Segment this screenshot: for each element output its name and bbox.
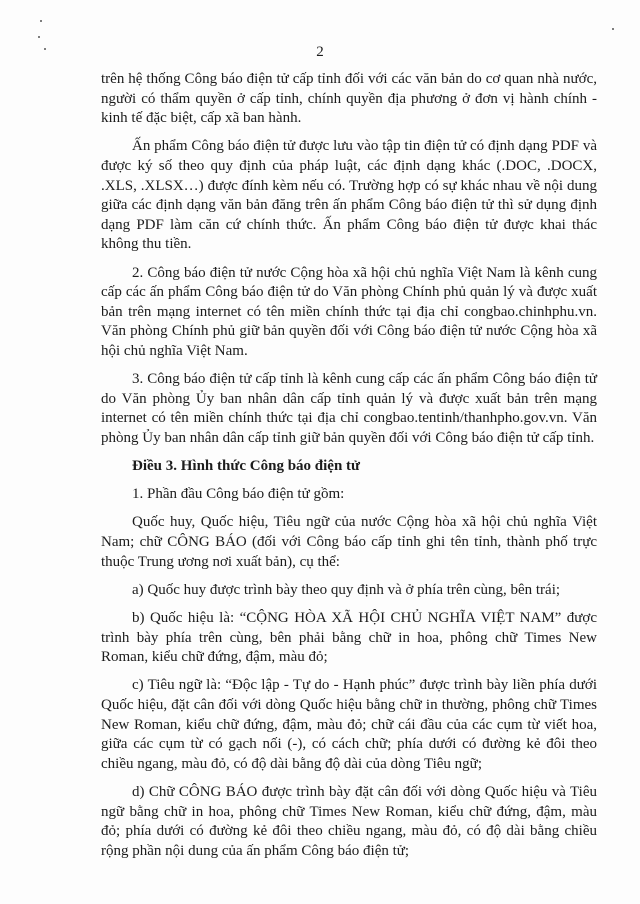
paragraph-pdf-format: Ấn phẩm Công báo điện tử được lưu vào tập tin điện tử có định dạng PDF và được ký số theo quy định của pháp luật, các định dạng khác (.DOC, .DOCX, .XLS, .XLSX…) được đính kèm nếu có. Trường hợp có sự khác nhau về nội dung giữa các định dạng văn bản đăng trên ấn phẩm Công báo điện tử thì sử dụng định dạng PDF làm căn cứ chính thức. Ấn phẩm Công báo điện tử được khai thác không thu tiền. — [101, 138, 597, 253]
document-body — [101, 70, 597, 870]
scan-speck — [612, 28, 614, 30]
point-d: d) Chữ CÔNG BÁO được trình bày đặt cân đối với dòng Quốc hiệu và Tiêu ngữ bằng chữ in hoa, phông chữ Times New Roman, kiểu chữ đứng, đậm, màu đỏ; phía dưới có đường kẻ đôi theo chiều ngang, màu đỏ, có độ dài bằng chiều rộng phần nội dung của ấn phẩm Công báo điện tử; — [101, 783, 597, 859]
point-b: b) Quốc hiệu là: “CỘNG HÒA XÃ HỘI CHỦ NGHĨA VIỆT NAM” được trình bày phía trên cùng, bên phải bằng chữ in hoa, phông chữ Times New Roman, kiểu chữ đứng, đậm, màu đỏ; — [101, 610, 597, 666]
scan-speck — [38, 36, 40, 38]
paragraph-national-gazette: 2. Công báo điện tử nước Cộng hòa xã hội chủ nghĩa Việt Nam là kênh cung cấp các ấn phẩm Công báo điện tử do Văn phòng Chính phủ quản lý và được xuất bản trên mạng internet có tên miền chính thức tại địa chỉ congbao.chinhphu.vn. Văn phòng Chính phủ giữ bản quyền đối với Công báo điện tử nước Cộng hòa xã hội chủ nghĩa Việt Nam. — [101, 264, 597, 359]
article-3-heading: Điều 3. Hình thức Công báo điện tử — [132, 458, 361, 475]
point-c: c) Tiêu ngữ là: “Độc lập - Tự do - Hạnh phúc” được trình bày liền phía dưới Quốc hiệu, đặt cân đối với dòng Quốc hiệu bằng chữ in thường, phông chữ Times New Roman, kiểu chữ đứng, đậm, màu đỏ; chữ cái đầu của các cụm từ viết hoa, giữa các cụm từ có gạch nối (-), có cách chữ; phía dưới có đường kẻ đôi theo chiều ngang, màu đỏ, có độ dài bằng độ dài của dòng Tiêu ngữ; — [101, 677, 597, 772]
clause-1: 1. Phần đầu Công báo điện tử gồm: — [132, 486, 345, 503]
scan-speck — [40, 20, 42, 22]
point-a: a) Quốc huy được trình bày theo quy định và ở phía trên cùng, bên trái; — [132, 581, 561, 598]
page-number: 2 — [316, 44, 324, 60]
paragraph-continuation: trên hệ thống Công báo điện tử cấp tỉnh đối với các văn bản do cơ quan nhà nước, người có thẩm quyền ở cấp tỉnh, chính quyền địa phương ở đơn vị hành chính - kinh tế đặc biệt, cấp xã ban hành. — [101, 71, 597, 127]
paragraph-provincial-gazette: 3. Công báo điện tử cấp tỉnh là kênh cung cấp các ấn phẩm Công báo điện tử do Văn phòng Ủy ban nhân dân cấp tỉnh quản lý và được xuất bản trên mạng internet có tên miền chính thức tại địa chỉ congbao.tentinh/thanhpho.gov.vn. Văn phòng Ủy ban nhân dân cấp tỉnh giữ bản quyền đối với Công báo điện tử cấp tỉnh. — [101, 371, 597, 446]
paragraph-header-contents: Quốc huy, Quốc hiệu, Tiêu ngữ của nước Cộng hòa xã hội chủ nghĩa Việt Nam; chữ CÔNG BÁO (đối với Công báo cấp tỉnh ghi tên tỉnh, thành phố trực thuộc Trung ương nơi xuất bản), cụ thể: — [101, 514, 597, 570]
